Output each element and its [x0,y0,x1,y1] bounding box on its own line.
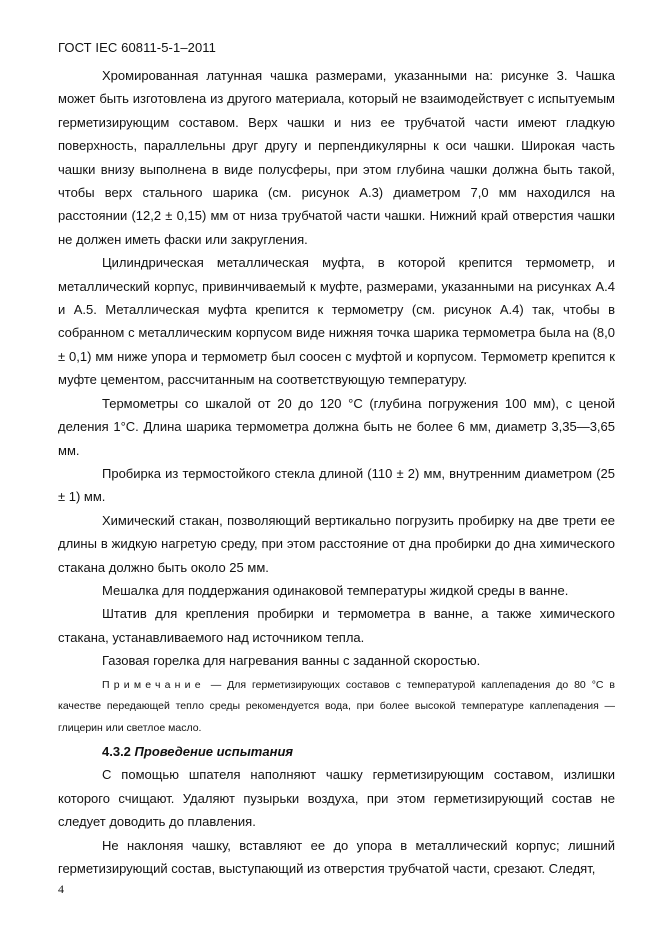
section-heading [58,741,615,763]
section-title: Проведение испытания [134,744,294,760]
paragraph-cup: Хромированная латунная чашка размерами, указанными на: рисунке 3. Чашка может быть изготовлена из другого материала, который не взаимодействует с испытуемым герметизирующим составом. Верх чашки и низ ее трубчатой части имеют гладкую поверхность, параллельны друг другу и перпендикулярны к оси чашки. Широкая часть чашки внизу выполнена в виде полусферы, при этом глубина чашки должна быть такой, чтобы верх стального шарика (см. рисунок А.3) диаметром 7,0 мм находился на расстоянии (12,2 ± 0,15) мм от низа трубчатой части чашки. Нижний край отверстия чашки не должен иметь фаски или закругления. [58,68,615,247]
note [58,675,615,740]
paragraph-burner: Газовая горелка для нагревания ванны с заданной скоростью. [102,653,481,669]
paragraph-inserting: Не наклоняя чашку, вставляют ее до упора в металлический корпус; лишний герметизирующий состав, выступающий из отверстия трубчатой части, срезают. Следят, [58,837,615,876]
paragraph-stand: Штатив для крепления пробирки и термометра в ванне, а также химического стакана, устанавливаемого над источником тепла. [58,606,615,645]
paragraph-filling: С помощью шпателя наполняют чашку герметизирующим составом, излишки которого счищают. Удаляют пузырьки воздуха, при этом герметизирующий состав не следует доводить до плавления. [58,767,615,830]
paragraph-sleeve: Цилиндрическая металлическая муфта, в которой крепится термометр, и металлический корпус, привинчиваемый к муфте, размерами, указанными на рисунках А.4 и А.5. Металлическая муфта крепится к термометру (см. рисунок А.4) так, чтобы в собранном с металлическим корпусом виде нижняя точка шарика термометра была на (8,0 ± 0,1) мм ниже упора и термометр был соосен с муфтой и корпусом. Термометр крепится к муфте цементом, рассчитанным на соответствующую температуру. [58,255,615,388]
note-text: — Для герметизирующих составов с температурой каплепадения до 80 °С в качестве передающей тепло среды рекомендуется вода, при более высокой температуре каплепадения — глицерин или светлое масло. [58,678,615,734]
paragraph-beaker: Химический стакан, позволяющий вертикально погрузить пробирку на две трети ее длины в жидкую нагретую среду, при этом расстояние от дна пробирки до дна химического стакана должно быть около 25 мм. [58,512,615,575]
document-body [58,64,615,880]
page-number: 4 [58,882,64,896]
section-number: 4.3.2 [102,744,131,760]
note-label: Примечание [102,678,205,691]
paragraph-test-tube: Пробирка из термостойкого стекла длиной (110 ± 2) мм, внутренним диаметром (25 ± 1) мм. [58,465,615,505]
paragraph-stirrer: Мешалка для поддержания одинаковой температуры жидкой среды в ванне. [102,582,569,598]
document-header: ГОСТ IEC 60811-5-1–2011 [58,40,217,55]
paragraph-thermometers: Термометры со шкалой от 20 до 120 °С (глубина погружения 100 мм), с ценой деления 1°С. Длина шарика термометра должна быть не более 6 мм, диаметр 3,35—3,65 мм. [58,395,615,458]
